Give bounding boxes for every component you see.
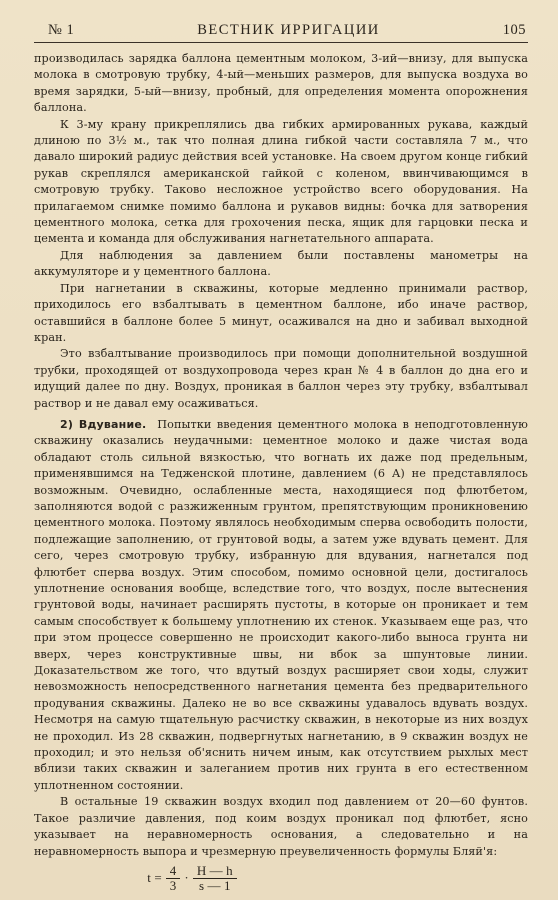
paragraph: Для наблюдения за давлением были поставлены манометры на аккумуляторе и у цементного баллона. xyxy=(34,248,528,279)
paragraph: производилась зарядка баллона цементным молоком, 3-ий—внизу, для выпуска молока в смотровую трубку, 4-ый—меньших размеров, для выпуска воздуха во время зарядки, 5-ый—внизу, пробный, для определения момента опорожнения баллона. xyxy=(34,52,528,115)
paragraph: При нагнетании в скважины, которые медленно принимали раствор, приходилось его взбалтывать в цементном баллоне, ибо иначе раствор, оставшийся в баллоне более 5 минут, осаживался на дно и забивал выходной кран. xyxy=(34,281,528,344)
fraction-four-thirds: $\frac{4}{3}$ xyxy=(166,864,181,893)
journal-title: ВЕСТНИК ИРРИГАЦИИ xyxy=(197,22,380,38)
formula xyxy=(34,864,294,893)
fraction-h-over-s: $\frac{H — h}{s — 1}$ xyxy=(193,864,237,893)
section-text: Попытки введения цементного молока в неподготовленную скважину оказались неудачными: цементное молоко и даже чистая вода обладают столь сильной вязкостью, что вогнать их даже под предельным, применявшимся на Тедженской плотине, давлением (6 А) не представлялось возможным. Очевидно, ослабленные места, находящиеся под флютбетом, заполняются водой с разжиженным грунтом, препятствующим проникновению цементного молока. Поэтому являлось необходимым сперва освободить полости, подлежащие заполнению, от грунтовой воды, а затем уже вдувать цемент. Для сего, через смотровую трубку, избранную для вдувания, нагнетался под флютбет сперва воздух. Этим способом, помимо основной цели, достигалось уплотнение основания вообще, вследствие того, что воздух, после вытеснения грунтовой воды, начинает расширять пустоты, в которые он проникает и тем самым способствует к большему уплотнению их стенок. Указываем еще раз, что при этом процессе совершенно не происходит какого-либо выноса грунта ни вверх, через конструктивные швы, ни вбок за шпунтовые линии. Доказательством же того, что вдутый воздух расширяет свои ходы, служит невозможность непосредственного нагнетания цемента без предварительного продувания скважины. Далеко не во все скважины удавалось вдувать воздух. Несмотря на самую тщательную расчистку скважин, в некоторые из них воздух не проходил. Из 28 скважин, подвергнутых нагнетанию, в 9 скважин воздух не проходил; и это нельзя об'яснить ничем иным, как отсутствием рыхлых мест вблизи таких скважин и залеганием против них грунта в его естественном уплотненном состоянии. xyxy=(34,417,529,792)
page-number: 105 xyxy=(502,22,526,38)
formula-lhs: t = xyxy=(147,870,162,886)
section-heading: 2) Вдувание. xyxy=(60,417,147,431)
issue-number: № 1 xyxy=(48,22,75,38)
running-header xyxy=(34,22,528,43)
paragraph: Это взбалтывание производилось при помощи дополнительной воздушной трубки, проходящей от воздухопровода через кран № 4 в баллон до дна его и идущий далее по дну. Воздух, проникая в баллон через эту трубку, взбалтывал раствор и не давал ему осаживаться. xyxy=(34,347,528,410)
article-body xyxy=(34,51,528,893)
formula-dot: · xyxy=(184,870,189,886)
paragraph: К 3-му крану прикреплялись два гибких армированных рукава, каждый длиною по 3½ м., так что полная длина гибкой части составляла 7 м., что давало широкий радиус действия всей установке. На своем другом конце гибкий рукав скреплялся американской гайкой с коленом, ввинчивающимся в смотровую трубку. Таково несложное устройство всего оборудования. На прилагаемом снимке помимо баллона и рукавов видны: бочка для затворения цементного молока, сетка для грохочения песка, ящик для гарцовки песка и цемента и команда для обслуживания нагнетательного аппарата. xyxy=(34,117,528,246)
paragraph: В остальные 19 скважин воздух входил под давлением от 20—60 фунтов. Такое различие давления, под коим воздух проникал под флютбет, ясно указывает на неравномерность основания, а следовательно и на неравномерность выпора и чрезмерную преувеличенность формулы Бляй'я: xyxy=(34,795,528,858)
section-paragraph xyxy=(34,417,528,794)
